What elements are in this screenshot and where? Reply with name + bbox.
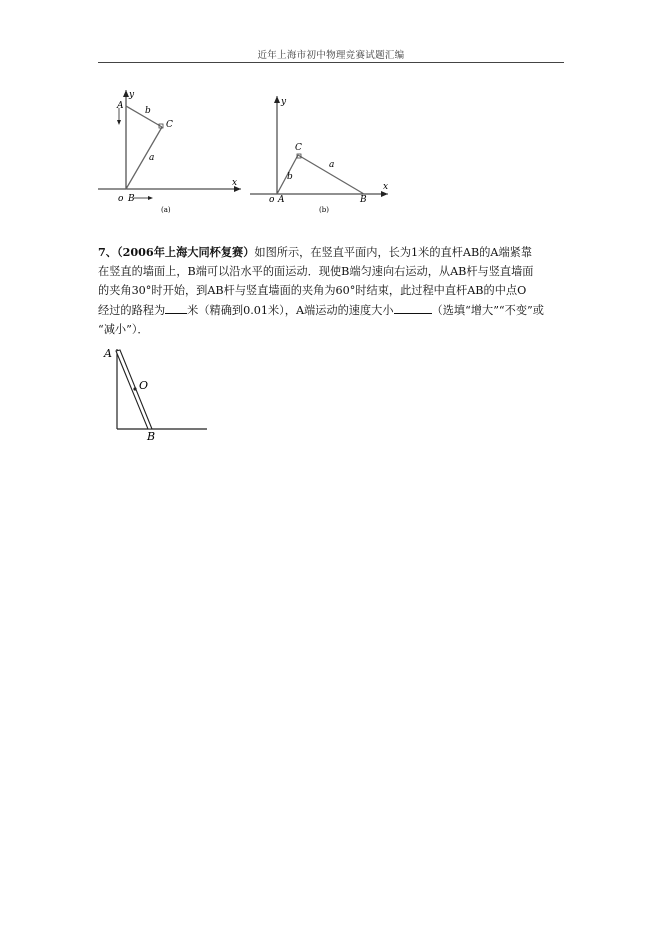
problem-line-3: 的夹角30°时开始，到AB杆与竖直墙面的夹角为60°时结束，此过程中直杆AB的中点O bbox=[98, 284, 527, 298]
fig-b-caption: (b) bbox=[319, 206, 329, 214]
problem-line-4-part-b: 米（精确到0.01米），A端运动的速度大小 bbox=[187, 303, 394, 317]
answer-blank-speed bbox=[394, 302, 432, 314]
problem-7 bbox=[98, 243, 566, 339]
problem-number: 7、 bbox=[98, 245, 117, 259]
problem-line-1-text: 如图所示，在竖直平面内，长为1米的直杆AB的A端紧靠 bbox=[254, 246, 533, 259]
rod-label-A: A bbox=[104, 347, 112, 360]
fig-a-side-a: a bbox=[149, 153, 155, 163]
figure-a bbox=[98, 88, 248, 216]
fig-b-point-C: C bbox=[295, 143, 302, 153]
figure-b bbox=[248, 88, 398, 216]
fig-a-origin: o bbox=[118, 194, 124, 204]
problem-line-2: 在竖直的墙面上，B端可以沿水平的面运动．现使B端匀速向右运动，从AB杆与竖直墙面 bbox=[98, 265, 534, 279]
fig-a-point-C: C bbox=[166, 120, 173, 130]
answer-blank-path bbox=[165, 302, 187, 314]
fig-a-x-label: x bbox=[232, 178, 238, 188]
problem-line-4-part-a: 经过的路程为 bbox=[98, 303, 166, 317]
fig-b-point-A: A bbox=[278, 195, 285, 205]
fig-b-side-b: b bbox=[287, 172, 293, 182]
fig-a-point-B: B bbox=[128, 194, 135, 204]
problem-line-4 bbox=[98, 301, 566, 320]
figure-rod bbox=[98, 345, 213, 442]
problem-line-5: “减小”）． bbox=[98, 322, 149, 336]
fig-b-y-label: y bbox=[281, 97, 287, 107]
fig-a-point-A: A bbox=[117, 101, 124, 111]
problem-line-1 bbox=[98, 243, 566, 262]
rod-label-O: O bbox=[139, 379, 149, 392]
page-header: 近年上海市初中物理竞赛试题汇编 bbox=[257, 50, 405, 61]
fig-b-side-a: a bbox=[329, 160, 335, 170]
fig-a-caption: (a) bbox=[161, 206, 171, 214]
problem-line-4-part-c: （选填“增大”“不变”或 bbox=[431, 303, 544, 317]
fig-a-y-label: y bbox=[129, 90, 135, 100]
rod-label-B: B bbox=[147, 430, 156, 442]
fig-b-point-B: B bbox=[360, 195, 367, 205]
fig-a-side-b: b bbox=[145, 106, 151, 116]
fig-b-x-label: x bbox=[383, 182, 389, 192]
fig-b-origin: o bbox=[269, 195, 275, 205]
problem-source: （2006年上海大同杯复赛） bbox=[116, 245, 255, 259]
header-rule bbox=[98, 62, 564, 63]
